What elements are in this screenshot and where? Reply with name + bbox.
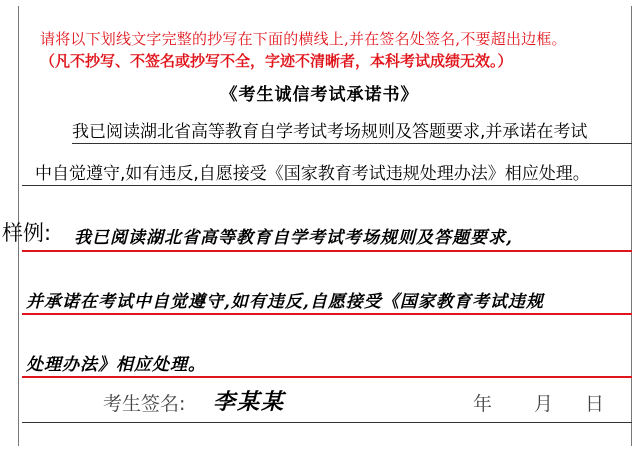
underline-2	[22, 185, 632, 186]
warning-text: （凡不抄写、不签名或抄写不全，字迹不清晰者，本科考试成绩无效。）	[40, 52, 513, 70]
handwritten-line-3: 处理办法》相应处理。	[26, 355, 206, 375]
date-month: 月	[534, 393, 554, 415]
pledge-line-2: 中自觉遵守,如有违反,自愿接受《国家教育考试违规处理办法》相应处理。	[35, 164, 590, 184]
instruction-text: 请将以下划线文字完整的抄写在下面的横线上,并在签名处签名,不要超出边框。	[40, 30, 567, 48]
signature-name: 李某某	[213, 389, 286, 415]
sample-label: 样例:	[2, 221, 52, 245]
date-year: 年	[473, 393, 493, 415]
pledge-title: 《考生诚信考试承诺书》	[220, 85, 419, 105]
bottom-line	[22, 422, 632, 423]
date-day: 日	[585, 393, 605, 415]
pledge-line-1: 我已阅读湖北省高等教育自学考试考场规则及答题要求,并承诺在考试	[72, 122, 588, 142]
handwritten-line-1: 我已阅读湖北省高等教育自学考试考场规则及答题要求,	[74, 228, 513, 248]
writing-line-1	[22, 250, 632, 252]
signature-label: 考生签名:	[103, 393, 186, 415]
handwritten-line-2: 并承诺在考试中自觉遵守,如有违反,自愿接受《国家教育考试违规	[26, 292, 544, 312]
writing-line-3	[22, 376, 632, 378]
underline-1	[72, 143, 632, 144]
writing-line-2	[22, 313, 632, 315]
